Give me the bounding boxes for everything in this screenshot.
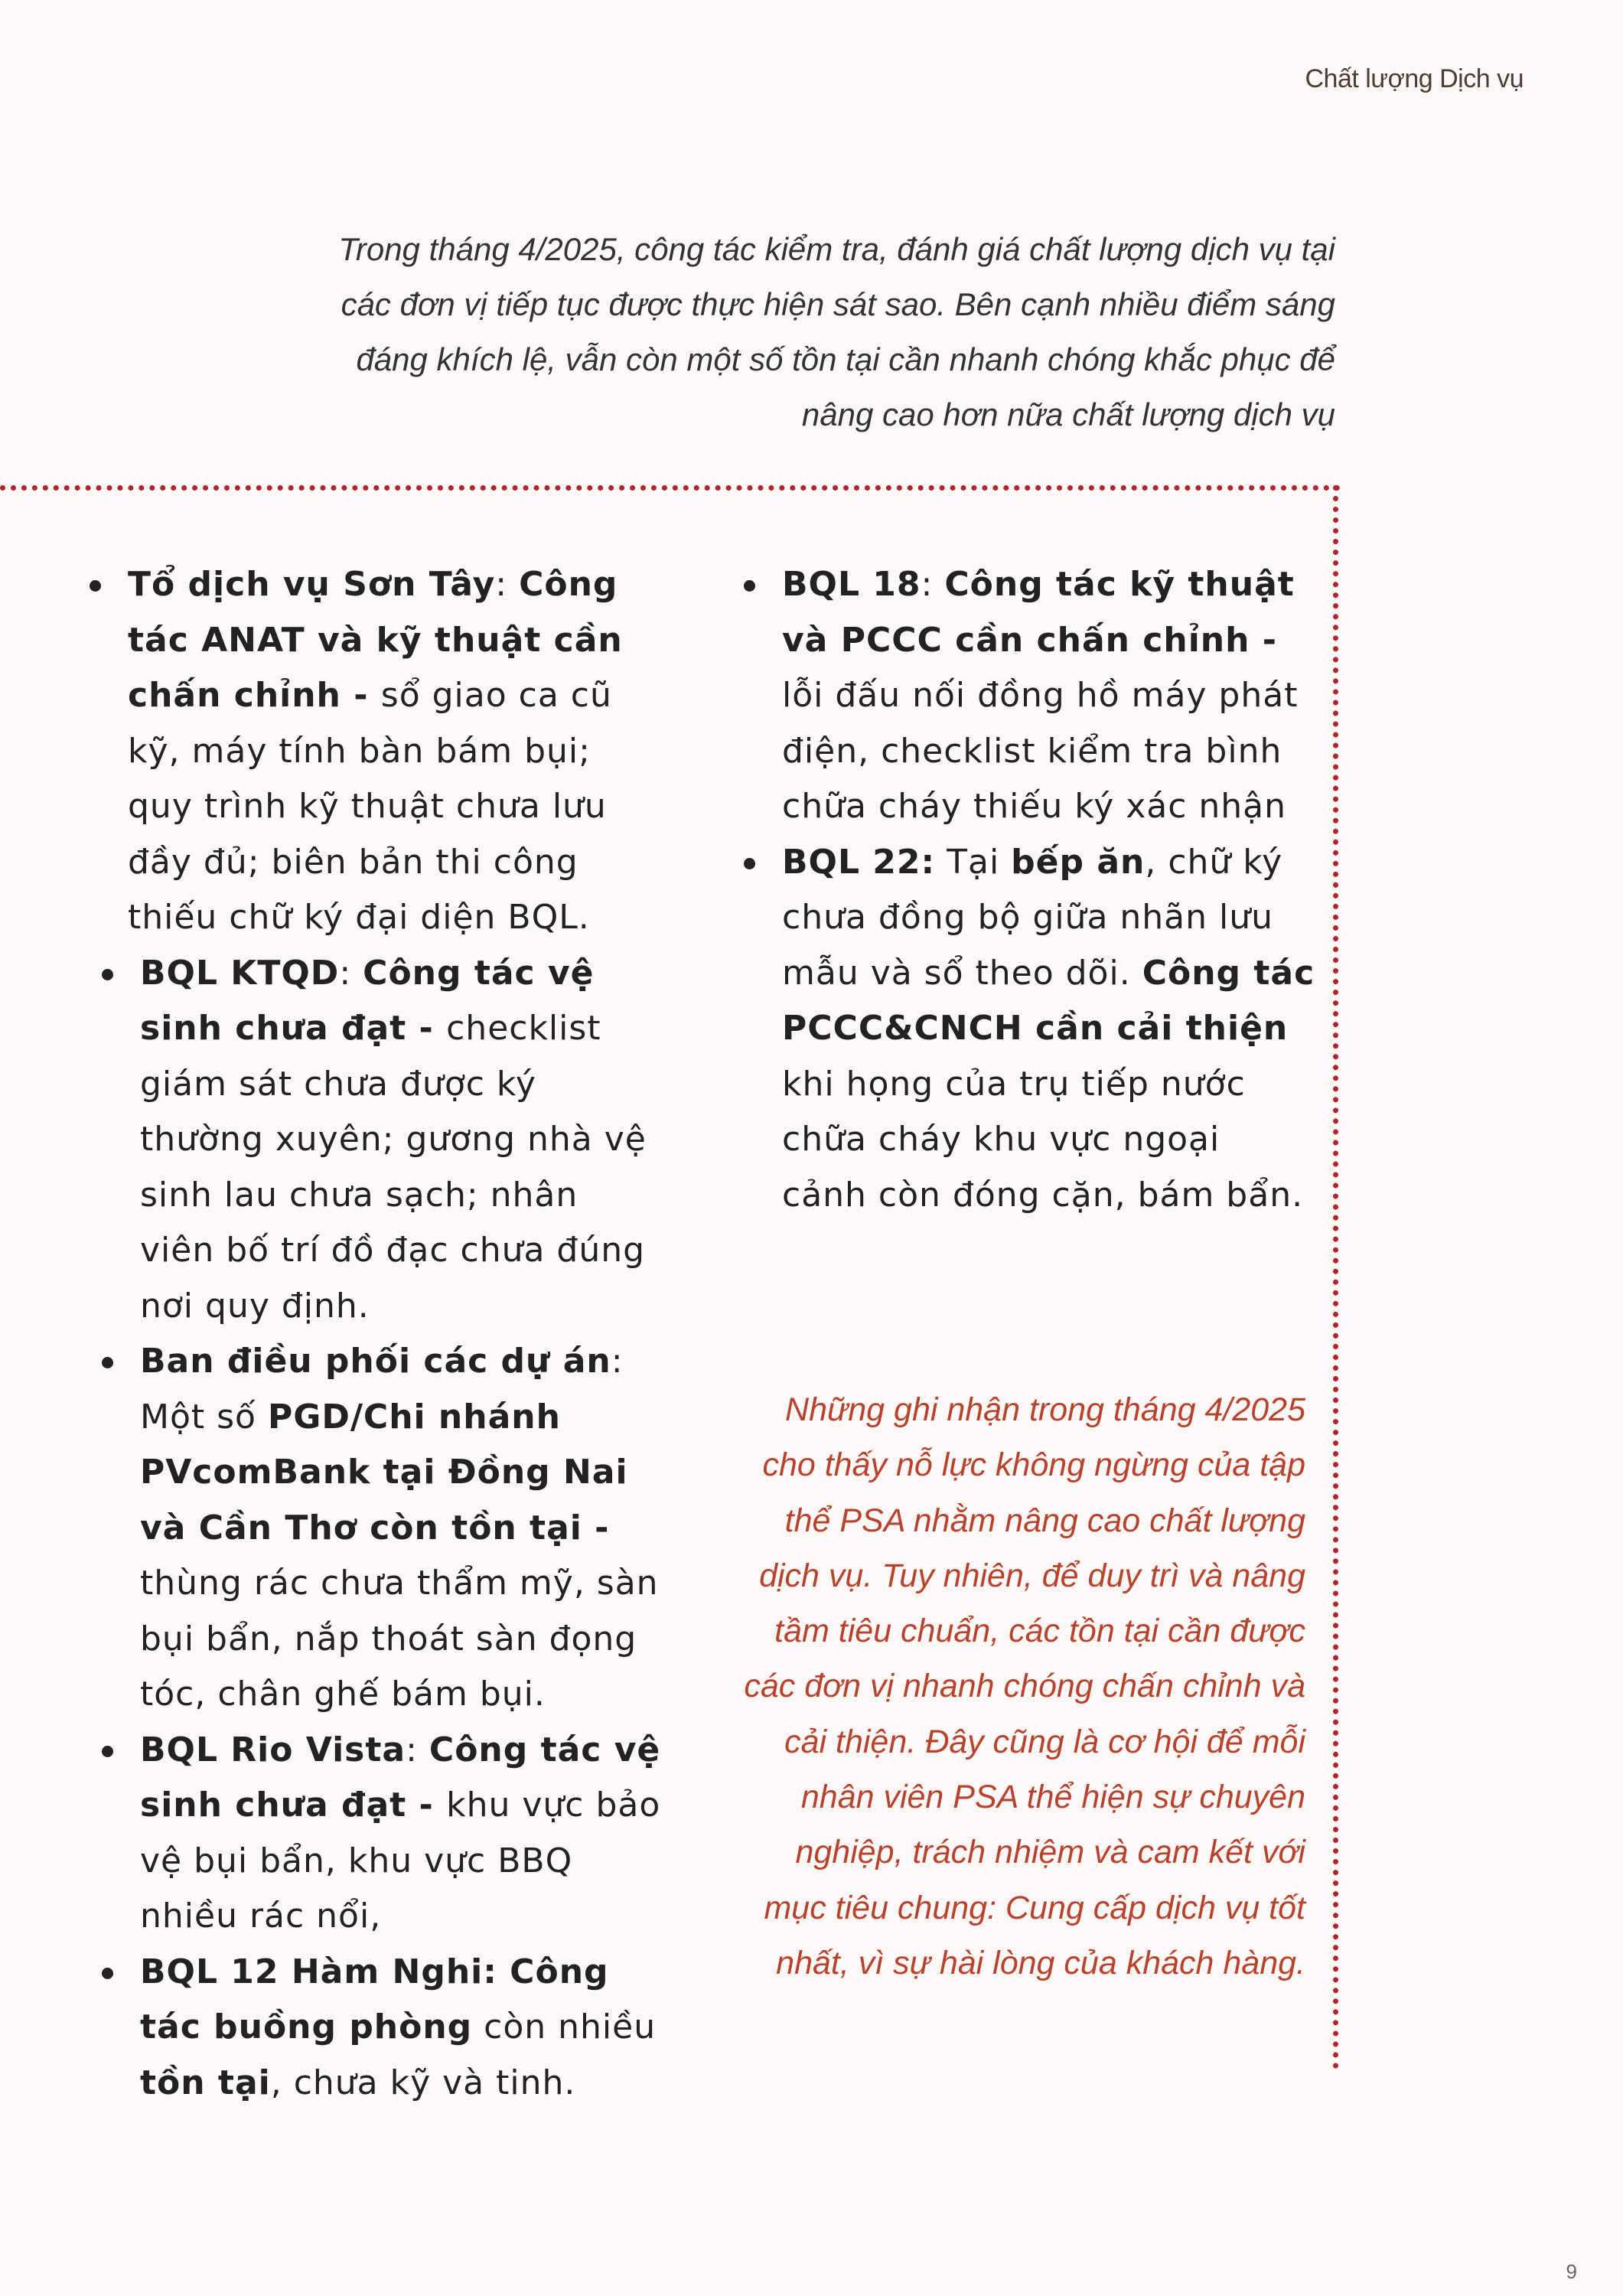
intro-paragraph: Trong tháng 4/2025, công tác kiểm tra, đánh giá chất lượng dịch vụ tại các đơn vị tiếp tục được thực hiện sát sao. Bên cạnh nhiều điểm sáng đáng khích lệ, vẫn còn một số tồn tại cần nhanh chóng khắc phục để nâng cao hơn nữa chất lượng dịch vụ bbox=[338, 231, 1335, 432]
finding-issue: Công tác ANAT và kỹ thuật cần chấn chỉnh - bbox=[128, 565, 623, 715]
finding-item-son-tay bbox=[80, 557, 662, 946]
finding-details-continued: khi họng của trụ tiếp nước chữa cháy khu vực ngoại cảnh còn đóng cặn, bám bẩn. bbox=[782, 1064, 1304, 1215]
finding-separator: : bbox=[495, 565, 520, 604]
finding-item-bql-18 bbox=[735, 557, 1316, 835]
section-title: Chất lượng Dịch vụ bbox=[1305, 64, 1524, 93]
finding-unit: BQL Rio Vista bbox=[140, 1730, 406, 1769]
finding-item-rio-vista bbox=[80, 1723, 662, 1945]
finding-details: , chữ ký chưa đồng bộ giữa nhãn lưu mẫu và sổ theo dõi. bbox=[782, 842, 1283, 993]
closing-statement: Những ghi nhận trong tháng 4/2025 cho thấy nỗ lực không ngừng của tập thể PSA nhằm nâng cao chất lượng dịch vụ. Tuy nhiên, để duy trì và nâng tầm tiêu chuẩn, các tồn tại cần được các đơn vị nhanh chóng chấn chỉnh và cải thiện. Đây cũng là cơ hội để mỗi nhân viên PSA thể hiện sự chuyên nghiệp, trách nhiệm và cam kết với mục tiêu chung: Cung cấp dịch vụ tốt nhất, vì sự hài lòng của khách hàng. bbox=[744, 1391, 1305, 1981]
finding-unit: BQL 18 bbox=[782, 565, 921, 604]
finding-location: bếp ăn bbox=[1011, 842, 1146, 882]
findings-list-right bbox=[735, 557, 1316, 1223]
finding-issue: tồn tại bbox=[140, 2063, 271, 2102]
finding-details: sổ giao ca cũ kỹ, máy tính bàn bám bụi; quy trình kỹ thuật chưa lưu đầy đủ; biên bản thi công thiếu chữ ký đại diện BQL. bbox=[128, 676, 612, 937]
finding-separator: : bbox=[406, 1730, 429, 1769]
bullet-icon bbox=[102, 1746, 113, 1757]
dotted-divider-vertical bbox=[1333, 485, 1338, 2069]
findings-right-column bbox=[735, 557, 1316, 1223]
finding-issue: Công tác kỹ thuật và PCCC cần chấn chỉnh - bbox=[782, 565, 1295, 660]
finding-details: khu vực bảo vệ bụi bẩn, khu vực BBQ nhiều rác nổi, bbox=[140, 1786, 661, 1936]
bullet-icon bbox=[102, 1968, 113, 1979]
finding-unit: Ban điều phối các dự án bbox=[140, 1342, 611, 1381]
bullet-icon bbox=[744, 858, 755, 869]
dotted-divider-horizontal bbox=[0, 485, 1341, 491]
finding-issue: Công tác vệ sinh chưa đạt - bbox=[140, 1730, 661, 1825]
finding-item-ktqd bbox=[80, 946, 662, 1335]
finding-item-bql-22 bbox=[735, 835, 1316, 1224]
finding-issue: Công tác PCCC&CNCH cần cải thiện bbox=[782, 953, 1315, 1048]
finding-unit: BQL 22: bbox=[782, 842, 936, 882]
finding-item-coordination bbox=[80, 1334, 662, 1723]
finding-separator: : bbox=[611, 1342, 624, 1381]
finding-details: thùng rác chưa thẩm mỹ, sàn bụi bẩn, nắp thoát sàn đọng tóc, chân ghế bám bụi. bbox=[140, 1564, 659, 1714]
finding-issue: PGD/Chi nhánh PVcomBank tại Đồng Nai và Cần Thơ còn tồn tại - bbox=[140, 1397, 628, 1548]
finding-prefix: Một số bbox=[140, 1397, 268, 1437]
finding-issue: Công tác vệ sinh chưa đạt - bbox=[140, 953, 595, 1048]
finding-prefix: Tại bbox=[935, 842, 1012, 882]
finding-separator: : bbox=[921, 565, 945, 604]
finding-separator: : bbox=[339, 953, 363, 993]
bullet-icon bbox=[102, 969, 113, 980]
finding-details: lỗi đấu nối đồng hồ máy phát điện, checklist kiểm tra bình chữa cháy thiếu ký xác nhận bbox=[782, 676, 1299, 826]
bullet-icon bbox=[90, 580, 101, 592]
finding-unit: BQL 12 Hàm Nghi: Công tác buồng phòng bbox=[140, 1952, 609, 2047]
finding-item-ham-nghi bbox=[80, 1945, 662, 2112]
bullet-icon bbox=[102, 1357, 113, 1368]
findings-left-column bbox=[80, 557, 662, 2111]
page-number: 9 bbox=[1566, 2260, 1577, 2283]
finding-unit: Tổ dịch vụ Sơn Tây bbox=[128, 565, 496, 604]
finding-details: , chưa kỹ và tinh. bbox=[270, 2063, 576, 2102]
finding-details: checklist giám sát chưa được ký thường xuyên; gương nhà vệ sinh lau chưa sạch; nhân viên bố trí đồ đạc chưa đúng nơi quy định. bbox=[140, 1009, 647, 1326]
findings-list-left bbox=[80, 557, 662, 2111]
finding-unit: BQL KTQD bbox=[140, 953, 340, 993]
bullet-icon bbox=[744, 580, 755, 592]
finding-middle: còn nhiều bbox=[472, 2007, 657, 2047]
